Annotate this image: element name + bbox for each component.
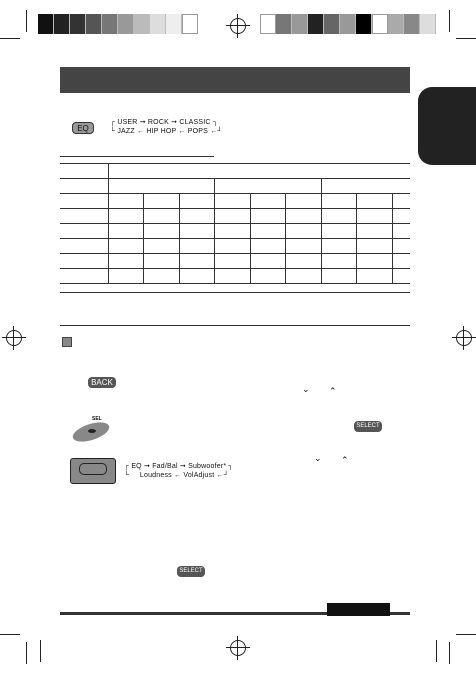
crop-mark — [449, 642, 450, 664]
back-button[interactable] — [88, 377, 116, 388]
eq-preset-user: USER — [117, 119, 138, 126]
chevron-down-icon: ⌄ — [314, 453, 322, 463]
registration-crosshair-icon — [230, 640, 246, 656]
setting-subwoofer: Subwoofer* — [188, 463, 227, 470]
settings-sequence-row-2: └ Loudness ← VolAdjust ←┘ — [124, 472, 229, 479]
table-row — [60, 254, 410, 269]
eq-preset-jazz: JAZZ — [117, 128, 135, 135]
eq-preset-classic: CLASSIC — [179, 119, 211, 126]
eq-preset-rock: ROCK — [147, 119, 169, 126]
settings-sequence — [124, 462, 234, 480]
select-button-label: SELECT — [356, 423, 380, 429]
table-row — [60, 164, 410, 179]
page-number-tab — [327, 603, 390, 616]
knob-label: SEL — [92, 416, 102, 422]
section-header-band — [60, 67, 410, 93]
eq-button[interactable] — [72, 122, 94, 134]
crop-mark — [26, 642, 27, 664]
setting-eq: EQ — [131, 463, 142, 470]
select-button[interactable] — [177, 566, 205, 577]
table-row — [60, 224, 410, 239]
table-row — [60, 179, 410, 194]
select-button[interactable] — [354, 421, 382, 432]
back-button-label: BACK — [91, 378, 113, 387]
knob-center-icon — [88, 429, 96, 433]
divider — [60, 325, 410, 326]
table-row — [60, 269, 410, 284]
eq-sequence-row-1: ┌ USER ➞ ROCK ➞ CLASSIC ┐ — [110, 119, 218, 126]
eq-table — [60, 163, 410, 293]
settings-sequence-row-1: ┌ EQ ➞ Fad/Bal ➞ Subwoofer* ┐ — [124, 463, 234, 470]
table-row — [60, 194, 410, 209]
setting-loudness: Loudness — [139, 472, 172, 479]
divider — [60, 156, 214, 157]
eq-preset-sequence — [110, 118, 223, 136]
registration-crosshair-icon — [6, 330, 22, 346]
table-row — [60, 239, 410, 254]
language-tab — [418, 87, 476, 165]
eq-button-label: EQ — [77, 124, 89, 133]
crop-mark — [456, 634, 476, 635]
color-calibration-bar-left — [38, 14, 198, 34]
eq-sequence-row-2: └ JAZZ ← HIP HOP ← POPS ←┘ — [110, 128, 223, 135]
chevron-down-icon: ⌄ — [302, 384, 310, 394]
chevron-up-icon: ⌃ — [341, 455, 349, 465]
eq-preset-hiphop: HIP HOP — [146, 128, 177, 135]
registration-crosshair-icon — [230, 18, 246, 34]
chevron-up-icon: ⌃ — [329, 386, 337, 396]
setting-voladjust: VolAdjust — [183, 472, 215, 479]
section-marker-icon — [62, 337, 72, 347]
registration-crosshair-icon — [456, 330, 472, 346]
crop-mark — [436, 640, 437, 662]
table-row — [60, 284, 410, 293]
sel-knob-illustration — [72, 418, 112, 444]
panel-knob-icon — [79, 463, 107, 475]
setting-fad-bal: Fad/Bal — [152, 463, 178, 470]
eq-preset-pops: POPS — [187, 128, 209, 135]
crop-mark — [0, 38, 20, 39]
crop-mark — [449, 10, 450, 32]
control-panel-illustration — [70, 458, 116, 484]
crop-mark — [0, 634, 20, 635]
color-calibration-bar-right — [260, 14, 436, 34]
table-row — [60, 209, 410, 224]
select-button-label: SELECT — [179, 568, 203, 574]
crop-mark — [26, 10, 27, 32]
crop-mark — [456, 38, 476, 39]
crop-mark — [40, 640, 41, 662]
